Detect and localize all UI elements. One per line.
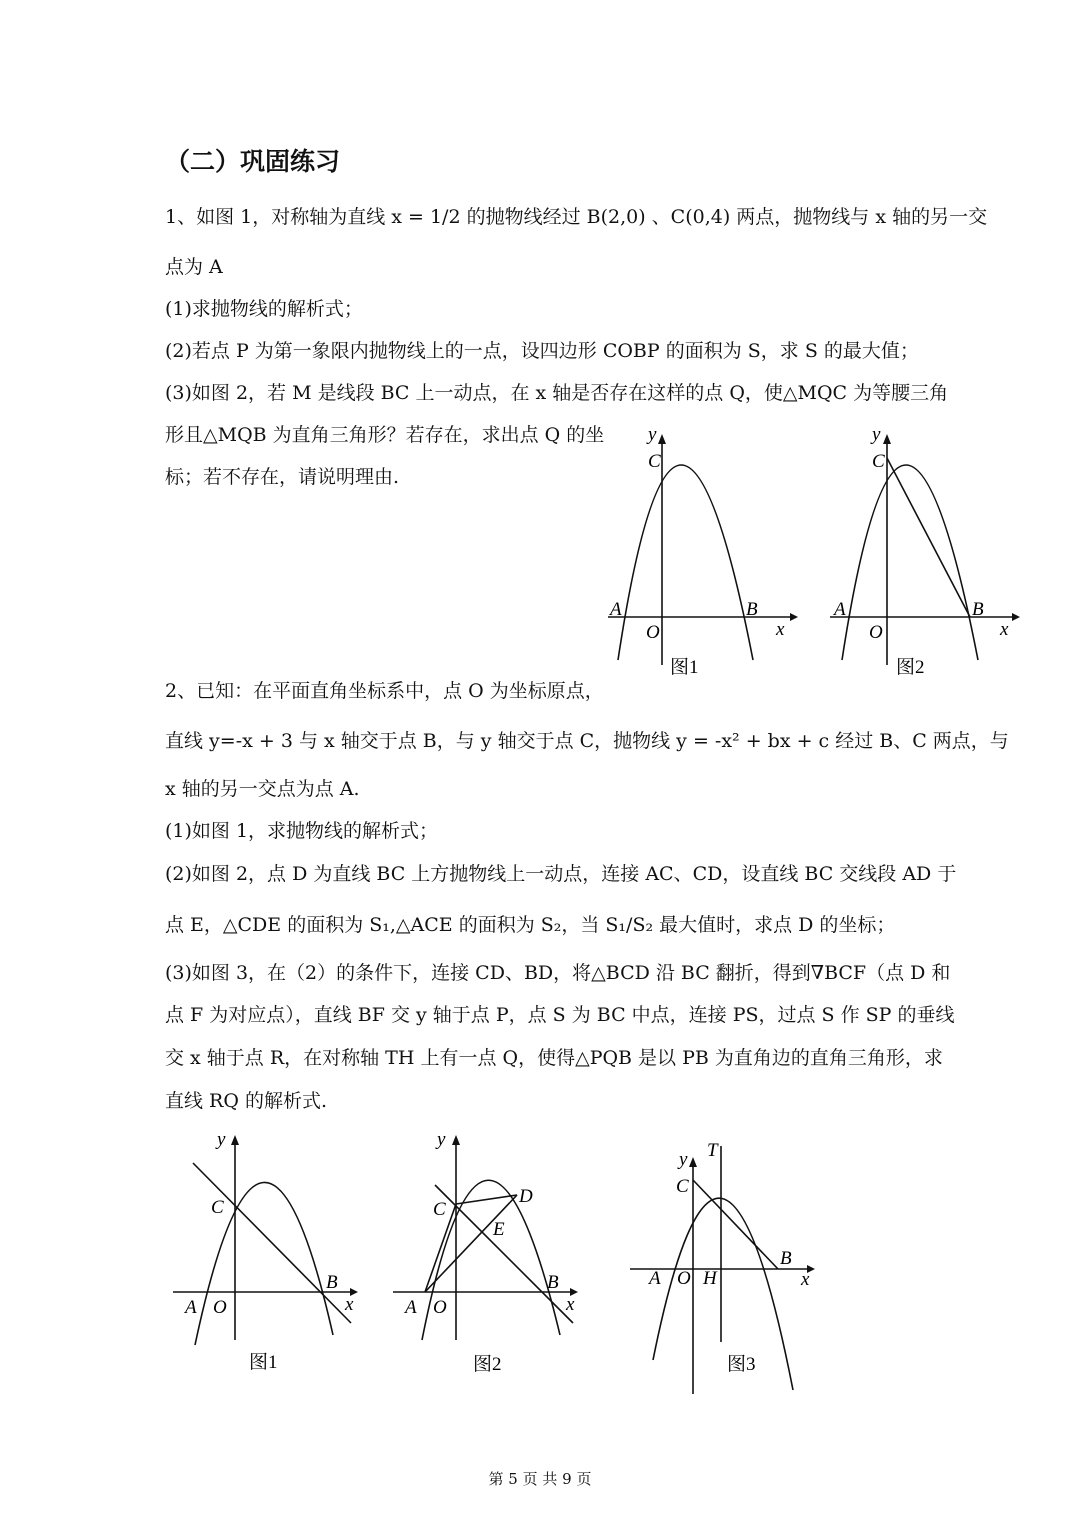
figure-caption: 图2: [473, 1354, 502, 1375]
label-e: E: [493, 1219, 505, 1240]
label-x: x: [776, 619, 785, 640]
figure-caption: 图1: [670, 657, 699, 678]
problem2-line-5: (2)如图 2，点 D 为直线 BC 上方抛物线上一动点，连接 AC、CD，设直线 BC 交线段 AD 于: [165, 863, 957, 885]
page-footer: 第 5 页 共 9 页: [488, 1470, 592, 1488]
label-b: B: [972, 599, 984, 620]
problem2-figure-1: [165, 1125, 365, 1380]
label-d: D: [519, 1186, 533, 1207]
label-b: B: [326, 1272, 338, 1293]
problem2-line-10: 直线 RQ 的解析式.: [165, 1090, 328, 1112]
label-o: O: [646, 622, 660, 643]
problem1-figure-2: [822, 420, 1022, 685]
problem1-line-3: (1)求抛物线的解析式；: [165, 298, 363, 320]
label-y: y: [872, 424, 881, 445]
problem1-line-6: 形且△MQB 为直角三角形？若存在，求出点 Q 的坐: [165, 424, 605, 446]
parabola: [618, 465, 753, 660]
problem2-line-9: 交 x 轴于点 R，在对称轴 TH 上有一点 Q，使得△PQB 是以 PB 为直角边的直角三角形，求: [165, 1047, 943, 1069]
label-c: C: [676, 1176, 689, 1197]
label-x: x: [345, 1294, 354, 1315]
label-y: y: [437, 1129, 446, 1150]
label-c: C: [433, 1199, 446, 1220]
label-a: A: [649, 1268, 661, 1289]
label-x: x: [1000, 619, 1009, 640]
problem2-figure-3: [625, 1130, 825, 1395]
label-a: A: [834, 599, 846, 620]
problem2-line-3: x 轴的另一交点为点 A.: [165, 778, 360, 800]
problem2-line-4: (1)如图 1，求抛物线的解析式；: [165, 820, 439, 842]
segment-bc: [887, 458, 970, 617]
figure-caption: 图3: [727, 1354, 756, 1375]
label-o: O: [433, 1297, 447, 1318]
parabola: [842, 465, 978, 660]
problem1-line-1: 1、如图 1，对称轴为直线 x = 1/2 的抛物线经过 B(2,0) 、C(0,4) 两点，抛物线与 x 轴的另一交: [165, 206, 988, 228]
label-b: B: [780, 1248, 792, 1269]
label-x: x: [566, 1294, 575, 1315]
segment-bc: [693, 1180, 778, 1269]
label-a: A: [185, 1297, 197, 1318]
label-o: O: [213, 1297, 227, 1318]
section-heading: （二）巩固练习: [165, 147, 341, 176]
label-y: y: [679, 1149, 688, 1170]
label-o: O: [677, 1268, 691, 1289]
problem2-line-8: 点 F 为对应点），直线 BF 交 y 轴于点 P，点 S 为 BC 中点，连接 PS，过点 S 作 SP 的垂线: [165, 1004, 955, 1026]
problem2-line-2: 直线 y=-x + 3 与 x 轴交于点 B，与 y 轴交于点 C，抛物线 y = -x² + bx + c 经过 B、C 两点，与: [165, 730, 1009, 752]
problem2-line-1: 2、已知：在平面直角坐标系中，点 O 为坐标原点，: [165, 680, 604, 702]
label-c: C: [872, 451, 885, 472]
label-y: y: [648, 424, 657, 445]
figure-caption: 图2: [896, 657, 925, 678]
problem2-figure-2: [385, 1125, 585, 1380]
problem1-line-5: (3)如图 2，若 M 是线段 BC 上一动点，在 x 轴是否存在这样的点 Q，使△MQC 为等腰三角: [165, 382, 949, 404]
label-o: O: [869, 622, 883, 643]
parabola: [653, 1198, 793, 1390]
label-h: H: [703, 1268, 717, 1289]
label-y: y: [217, 1129, 226, 1150]
label-c: C: [648, 451, 661, 472]
figure-caption: 图1: [249, 1352, 278, 1373]
problem2-line-7: (3)如图 3，在（2）的条件下，连接 CD、BD，将△BCD 沿 BC 翻折，得到∇BCF（点 D 和: [165, 962, 951, 984]
problem2-line-6: 点 E，△CDE 的面积为 S₁,△ACE 的面积为 S₂，当 S₁/S₂ 最大值时，求点 D 的坐标；: [165, 914, 896, 936]
problem1-figure-1: [600, 420, 800, 685]
label-a: A: [405, 1297, 417, 1318]
label-x: x: [801, 1269, 810, 1290]
label-t: T: [707, 1140, 718, 1161]
problem1-line-2: 点为 A: [165, 256, 223, 278]
label-b: B: [547, 1272, 559, 1293]
problem1-line-7: 标；若不存在，请说明理由.: [165, 466, 400, 488]
label-a: A: [610, 599, 622, 620]
label-b: B: [746, 599, 758, 620]
label-c: C: [211, 1197, 224, 1218]
problem1-line-4: (2)若点 P 为第一象限内抛物线上的一点，设四边形 COBP 的面积为 S，求 S 的最大值；: [165, 340, 919, 362]
